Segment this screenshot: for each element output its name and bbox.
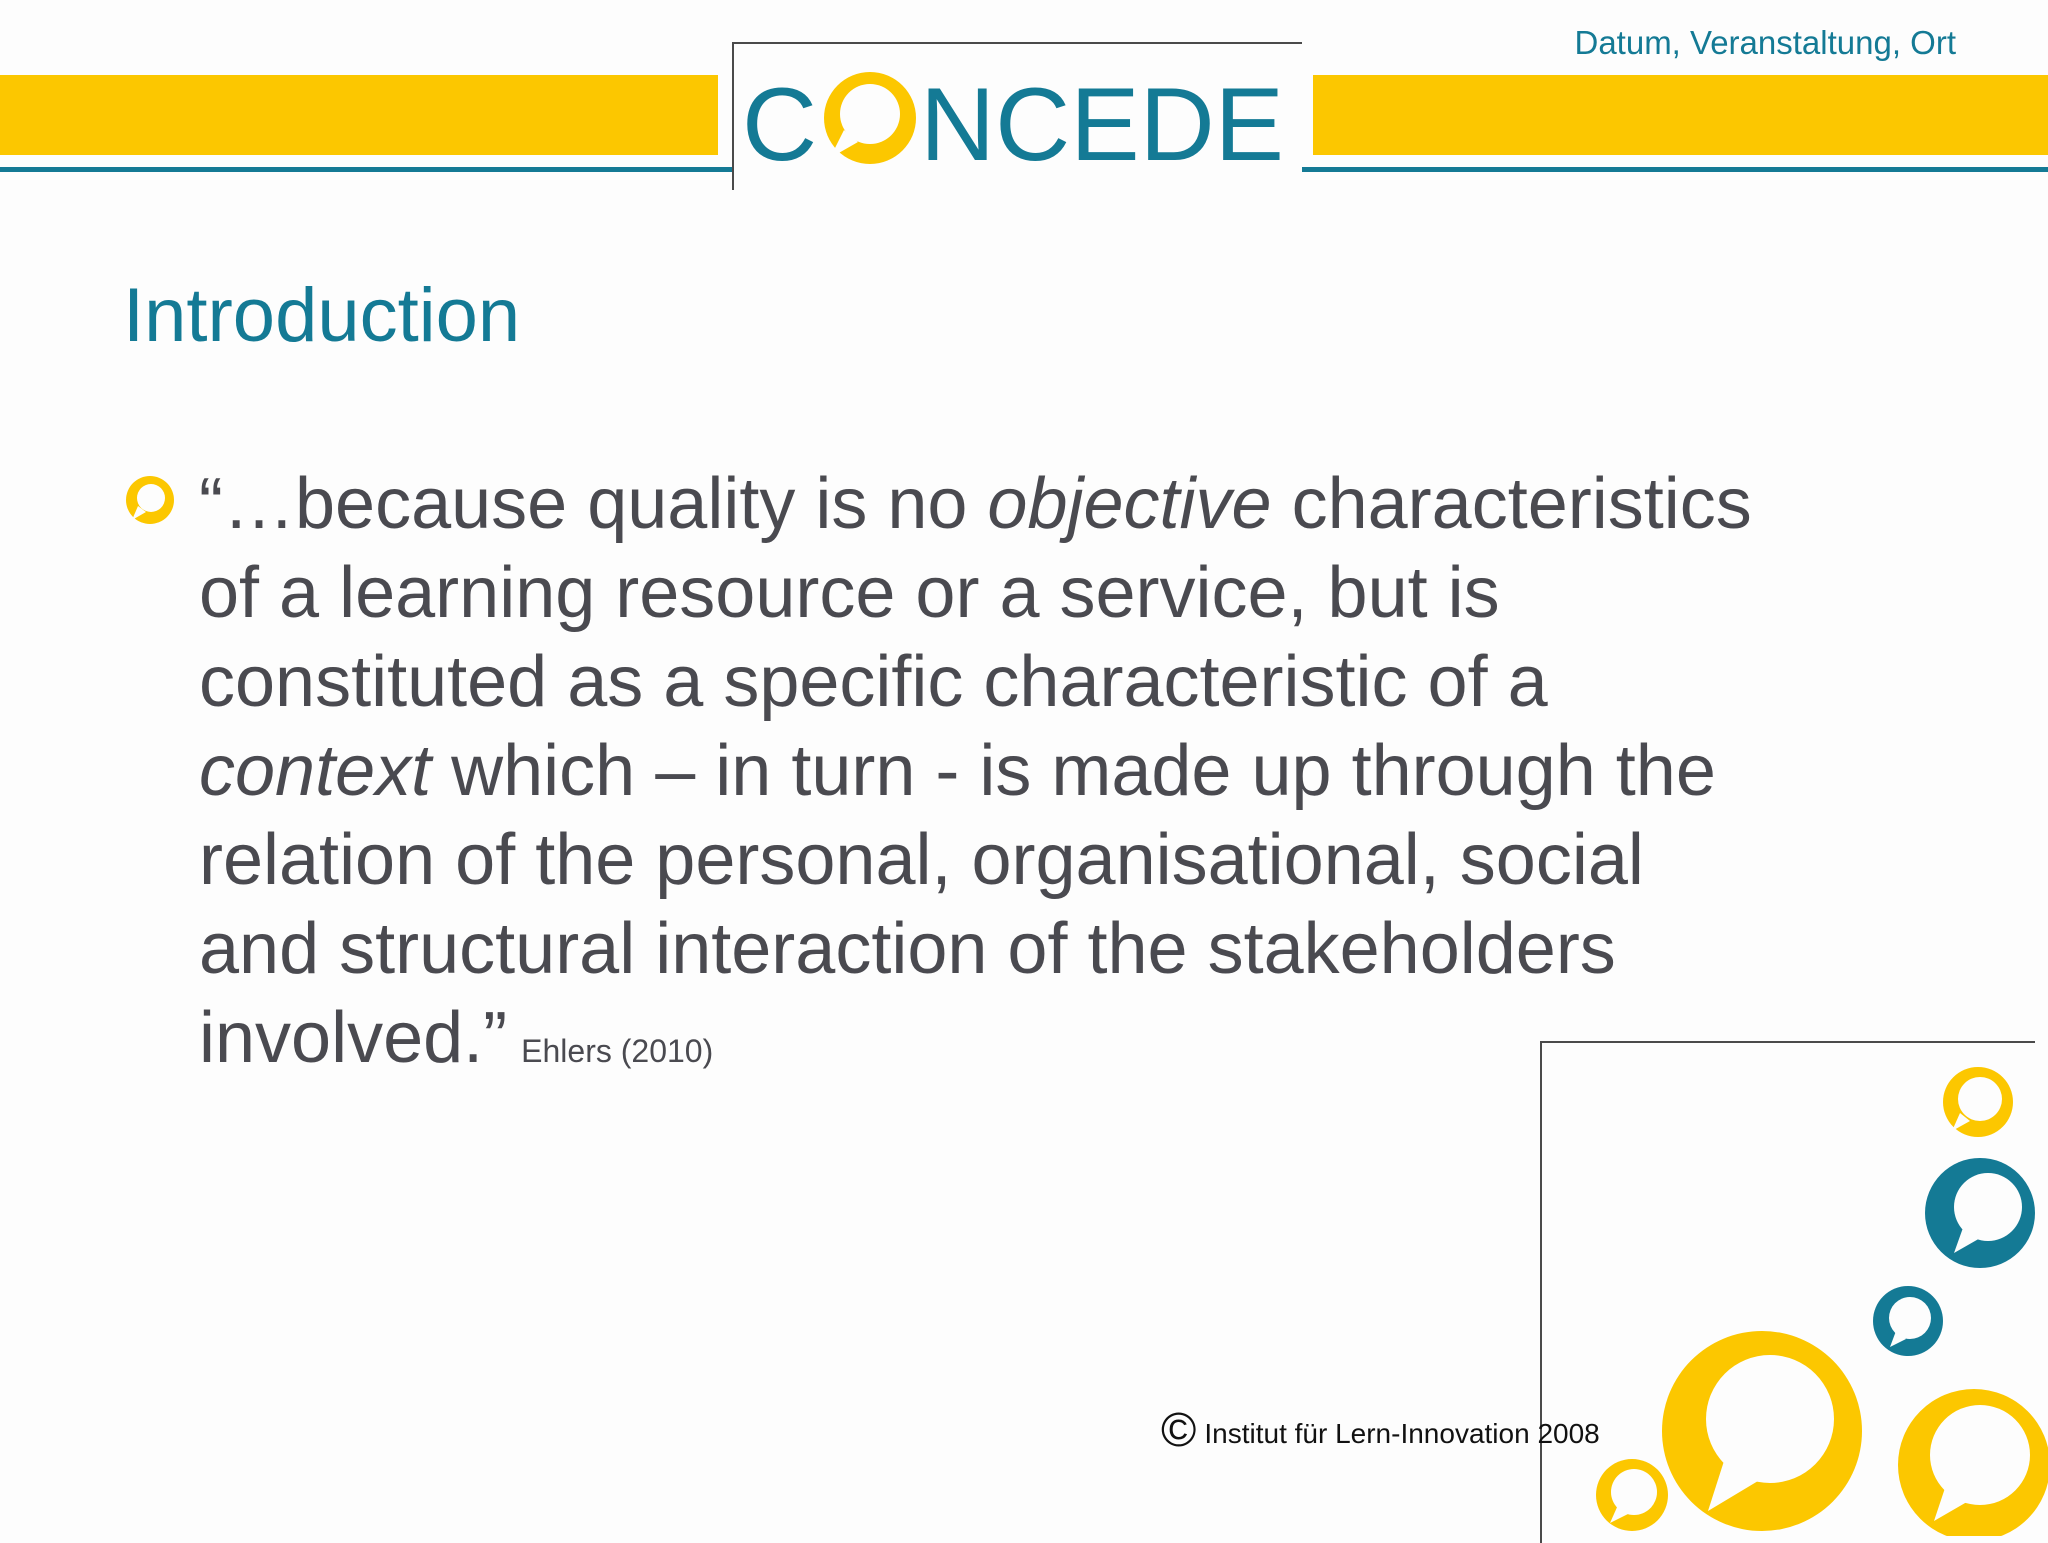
- concede-logo: [740, 60, 1300, 180]
- quote-line-3: constituted as a specific characteristic of a: [199, 642, 1548, 722]
- bubble-yellow-medium-icon: [1898, 1389, 2048, 1536]
- quote-line-2: of a learning resource or a service, but is: [199, 553, 1500, 633]
- quote-line-1: [199, 460, 1959, 549]
- header-bar-left: [0, 75, 718, 155]
- quote-citation: Ehlers (2010): [521, 1033, 714, 1069]
- logo-bubble-icon: [824, 72, 916, 164]
- quote-text: “…because quality is no: [199, 464, 988, 544]
- page-title: Introduction: [123, 273, 521, 358]
- quote-line-4: [199, 727, 1959, 816]
- quote-text: which – in turn - is made up through the: [431, 731, 1716, 811]
- quote-text: characteristics: [1271, 464, 1752, 544]
- copyright-icon: ©: [1161, 1404, 1197, 1457]
- speech-bubble-bullet-icon: [124, 474, 176, 526]
- quote-line-5: relation of the personal, organisational, social: [199, 820, 1644, 900]
- logo-letters-rest: NCEDE: [920, 67, 1285, 180]
- header-bar-right: [1313, 75, 2048, 155]
- copyright-text: Institut für Lern-Innovation 2008: [1204, 1418, 1600, 1449]
- bubble-yellow-tiny-icon: [1596, 1459, 1668, 1531]
- bubble-yellow-small-icon: [1943, 1067, 2013, 1137]
- quote-emphasis: objective: [987, 464, 1272, 544]
- quote-emphasis: context: [199, 731, 432, 811]
- copyright-notice: [1161, 1403, 1600, 1458]
- bubble-yellow-large-icon: [1662, 1331, 1862, 1531]
- header-meta-text: Datum, Veranstaltung, Ort: [1574, 24, 1956, 61]
- logo-text-hidden: CONCEDE: [740, 60, 746, 61]
- header-rule-left: [0, 167, 810, 172]
- bubble-teal-large-icon: [1925, 1158, 2035, 1268]
- logo-letter-c: C: [742, 67, 818, 180]
- quote-text: involved.”: [199, 998, 508, 1078]
- speech-bubble-cluster-icon: [1540, 1041, 2048, 1536]
- bubble-teal-small-icon: [1873, 1286, 1943, 1356]
- quote-line-6: and structural interaction of the stakeholders: [199, 909, 1616, 989]
- logo-wordmark: [742, 67, 1284, 180]
- quote-block: [199, 460, 1959, 1096]
